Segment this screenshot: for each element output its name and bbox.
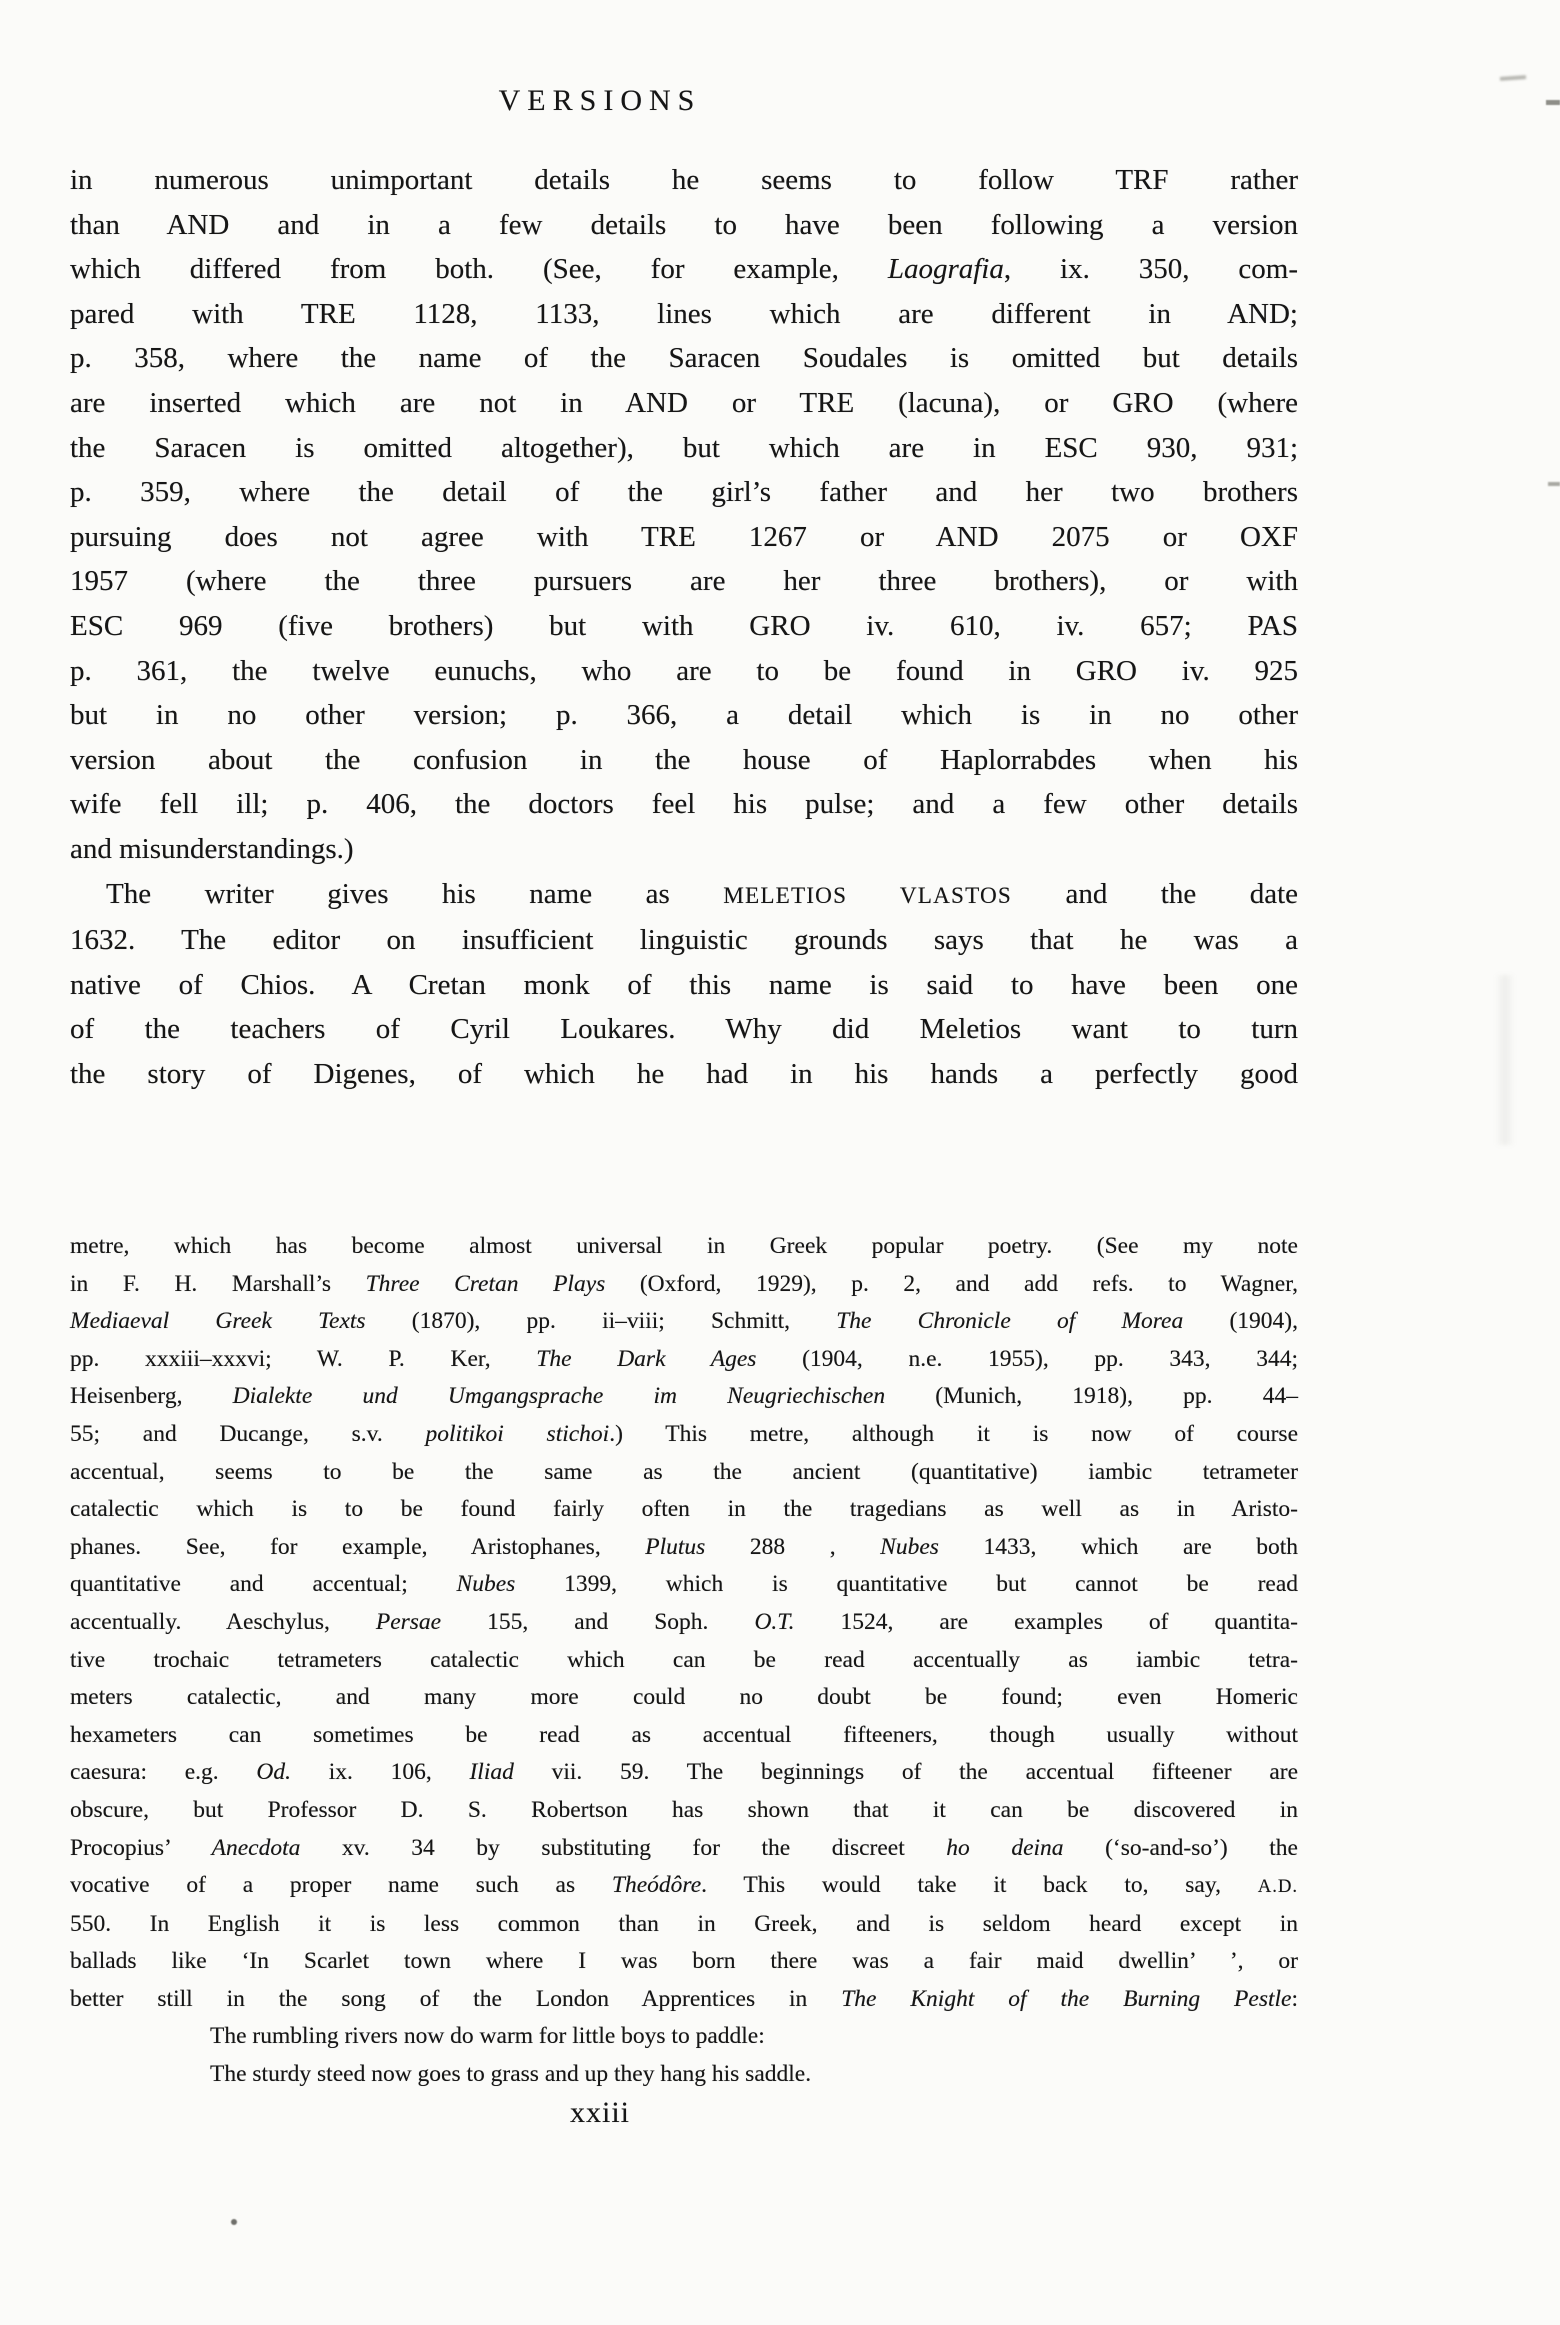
text-segment: phanes. See, for example, Aristophanes, [70, 1533, 646, 1560]
text-segment: . This would take it back to, say, [701, 1872, 1258, 1899]
text-segment: 155, and Soph. [441, 1608, 755, 1635]
scan-artifact [1495, 975, 1515, 1145]
text-segment: , ix. 350, com- [1003, 253, 1298, 286]
text-line [70, 336, 1298, 381]
text-line [70, 604, 1298, 649]
text-segment: the story of Digenes, of which he had in his hands a perfectly good [70, 1057, 1298, 1090]
text-segment: hexameters can sometimes be read as accentual fifteeners, though usually without [70, 1721, 1298, 1748]
text-segment: 1433, which are both [938, 1533, 1298, 1560]
running-head-row [70, 84, 1130, 118]
text-segment: A.D. [1257, 1876, 1298, 1898]
text-line [70, 426, 1298, 471]
text-segment: Dialekte und Umgangsprache im Neugriechischen [232, 1383, 886, 1410]
text-line [70, 1416, 1298, 1454]
paragraph [70, 872, 1298, 1097]
text-segment: better still in the song of the London Apprentices in [70, 1985, 842, 2012]
text-line [70, 470, 1298, 515]
text-segment: The Dark Ages [536, 1345, 757, 1372]
footnote-verse [70, 2018, 1298, 2093]
text-line [70, 1341, 1298, 1379]
text-segment: native of Chios. A Cretan monk of this name is said to have been one [70, 968, 1298, 1001]
text-segment: 1524, are examples of quantita- [794, 1608, 1298, 1635]
text-segment: vocative of a proper name such as [70, 1872, 612, 1899]
paragraph [70, 158, 1298, 872]
text-segment: of the teachers of Cyril Loukares. Why did Meletios want to turn [70, 1013, 1298, 1046]
text-segment: 288 , [705, 1533, 881, 1560]
text-line [70, 918, 1298, 963]
text-line [70, 782, 1298, 827]
text-line [70, 1943, 1298, 1981]
text-line [70, 963, 1298, 1008]
text-segment: Theódôre [611, 1872, 702, 1899]
text-line [70, 1906, 1298, 1944]
text-line [70, 1454, 1298, 1492]
scan-artifact [1546, 100, 1560, 105]
text-line [70, 2056, 1298, 2094]
text-line [70, 1052, 1298, 1097]
page-number: xxiii [569, 2096, 630, 2129]
text-line [70, 1830, 1298, 1868]
text-line [70, 1717, 1298, 1755]
text-line [70, 1792, 1298, 1830]
text-segment: politikoi stichoi [425, 1420, 610, 1447]
text-segment: Iliad [469, 1759, 514, 1786]
text-line [70, 247, 1298, 292]
text-segment: tive trochaic tetrameters catalectic which can be read accentually as iambic tetra- [70, 1646, 1298, 1673]
text-segment: in F. H. Marshall’s [70, 1270, 366, 1297]
text-segment: which differed from both. (See, for example, [70, 253, 888, 286]
text-segment: catalectic which is to be found fairly often in the tragedians as well as in Aristo- [70, 1496, 1298, 1523]
text-line [70, 559, 1298, 604]
text-segment: Laografia [887, 253, 1004, 286]
text-segment: p. 361, the twelve eunuchs, who are to be found in GRO iv. 925 [70, 654, 1298, 687]
text-line [70, 649, 1298, 694]
text-segment: Procopius’ [70, 1834, 212, 1861]
text-segment: (1870), pp. ii–viii; Schmitt, [365, 1308, 837, 1335]
text-segment: in numerous unimportant details he seems to follow TRF rather [70, 164, 1298, 196]
text-segment: the Saracen is omitted altogether), but which are in ESC 930, 931; [70, 431, 1298, 464]
footnote [70, 1228, 1298, 2094]
text-segment: 550. In English it is less common than in Greek, and is seldom heard except in [70, 1910, 1298, 1937]
text-segment: (‘so-and-so’) the [1063, 1834, 1298, 1861]
text-segment: The sturdy steed now goes to grass and up they hang his saddle. [210, 2061, 812, 2088]
text-segment: version about the confusion in the house of Haplorrabdes when his [70, 743, 1298, 776]
page-number-row [70, 2096, 1130, 2130]
text-segment: meters catalectic, and many more could no doubt be found; even Homeric [70, 1684, 1298, 1711]
text-segment: : [1291, 1985, 1298, 2012]
main-text [70, 158, 1298, 1096]
text-line [70, 1754, 1298, 1792]
text-segment: are inserted which are not in AND or TRE (lacuna), or GRO (where [70, 386, 1298, 419]
text-segment: xv. 34 by substituting for the discreet [300, 1834, 947, 1861]
text-line [70, 1981, 1298, 2019]
text-line [70, 158, 1298, 203]
text-segment: p. 359, where the detail of the girl’s father and her two brothers [70, 476, 1298, 509]
text-line [70, 738, 1298, 783]
footnote-text [70, 1228, 1298, 2018]
text-segment: quantitative and accentual; [70, 1571, 457, 1598]
text-segment: Od. [256, 1759, 291, 1786]
text-segment: .) This metre, although it is now of course [609, 1420, 1298, 1447]
text-segment: Nubes [880, 1533, 939, 1560]
text-segment: ESC 969 (five brothers) but with GRO iv. 610, iv. 657; PAS [70, 609, 1298, 642]
text-segment: Nubes [456, 1571, 516, 1598]
text-line [70, 515, 1298, 560]
scan-artifact [231, 2219, 237, 2225]
text-line [70, 1378, 1298, 1416]
text-segment: ballads like ‘In Scarlet town where I was born there was a fair maid dwellin’ ’, or [70, 1948, 1298, 1975]
text-line [70, 1529, 1298, 1567]
text-line [70, 693, 1298, 738]
text-segment: ho deina [946, 1834, 1064, 1861]
text-segment: obscure, but Professor D. S. Robertson has shown that it can be discovered in [70, 1796, 1298, 1823]
text-line [70, 1266, 1298, 1304]
text-segment: caesura: e.g. [70, 1759, 257, 1786]
text-segment: The Knight of the Burning Pestle [841, 1985, 1292, 2012]
text-segment: 55; and Ducange, s.v. [70, 1420, 426, 1447]
text-segment: p. 358, where the name of the Saracen Soudales is omitted but details [70, 342, 1298, 375]
text-segment: (1904, n.e. 1955), pp. 343, 344; [756, 1345, 1298, 1372]
text-segment: The writer gives his name as [106, 877, 724, 910]
text-segment: metre, which has become almost universal in Greek popular poetry. (See my note [70, 1233, 1298, 1259]
text-segment: vii. 59. The beginnings of the accentual fifteener are [513, 1759, 1299, 1786]
text-line [70, 1228, 1298, 1266]
text-segment: and misunderstandings.) [70, 832, 354, 865]
text-segment: (Oxford, 1929), p. 2, and add refs. to Wagner, [605, 1270, 1298, 1297]
text-segment: pp. xxxiii–xxxvi; W. P. Ker, [70, 1345, 537, 1372]
text-segment: Mediaeval Greek Texts [70, 1308, 366, 1335]
text-segment: accentual, seems to be the same as the ancient (quantitative) iambic tetrameter [70, 1458, 1298, 1485]
text-segment: Heisenberg, [70, 1383, 233, 1410]
scan-artifact [1548, 482, 1560, 486]
text-segment: and the date [1011, 877, 1299, 910]
text-line [70, 1007, 1298, 1052]
text-line [70, 1679, 1298, 1717]
text-segment: Anecdota [211, 1834, 301, 1861]
text-line [70, 1566, 1298, 1604]
text-segment: The Chronicle of Morea [836, 1308, 1184, 1335]
text-segment: than AND and in a few details to have been following a version [70, 208, 1298, 241]
page-title: VERSIONS [498, 84, 702, 117]
text-line [70, 1491, 1298, 1529]
text-line [70, 1867, 1298, 1906]
text-segment: but in no other version; p. 366, a detail which is in no other [70, 699, 1298, 732]
scan-artifact [1500, 75, 1526, 81]
text-segment: accentually. Aeschylus, [70, 1608, 376, 1635]
text-line [70, 2018, 1298, 2056]
text-segment: wife fell ill; p. 406, the doctors feel his pulse; and a few other details [70, 788, 1298, 821]
text-line [70, 827, 1298, 872]
text-segment: 1957 (where the three pursuers are her three brothers), or with [70, 565, 1298, 598]
text-segment: Plutus [645, 1533, 706, 1560]
text-segment: Three Cretan Plays [365, 1270, 606, 1297]
text-segment: ix. 106, [290, 1759, 470, 1786]
text-segment: (Munich, 1918), pp. 44– [885, 1383, 1298, 1410]
text-segment: The rumbling rivers now do warm for little boys to paddle: [210, 2023, 765, 2050]
text-line [70, 1604, 1298, 1642]
text-segment: O.T. [754, 1608, 795, 1635]
text-line [70, 203, 1298, 248]
text-segment: pursuing does not agree with TRE 1267 or AND 2075 or OXF [70, 520, 1298, 553]
text-segment: Persae [375, 1608, 442, 1635]
text-line [70, 292, 1298, 337]
text-segment: MELETIOS VLASTOS [723, 882, 1012, 909]
text-segment: 1399, which is quantitative but cannot be read [515, 1571, 1298, 1598]
text-line [70, 381, 1298, 426]
text-line [70, 1303, 1298, 1341]
text-segment: 1632. The editor on insufficient linguistic grounds says that he was a [70, 924, 1298, 957]
text-segment: pared with TRE 1128, 1133, lines which are different in AND; [70, 297, 1298, 330]
text-line [70, 1642, 1298, 1680]
text-line [70, 872, 1298, 919]
text-segment: (1904), [1183, 1308, 1298, 1335]
